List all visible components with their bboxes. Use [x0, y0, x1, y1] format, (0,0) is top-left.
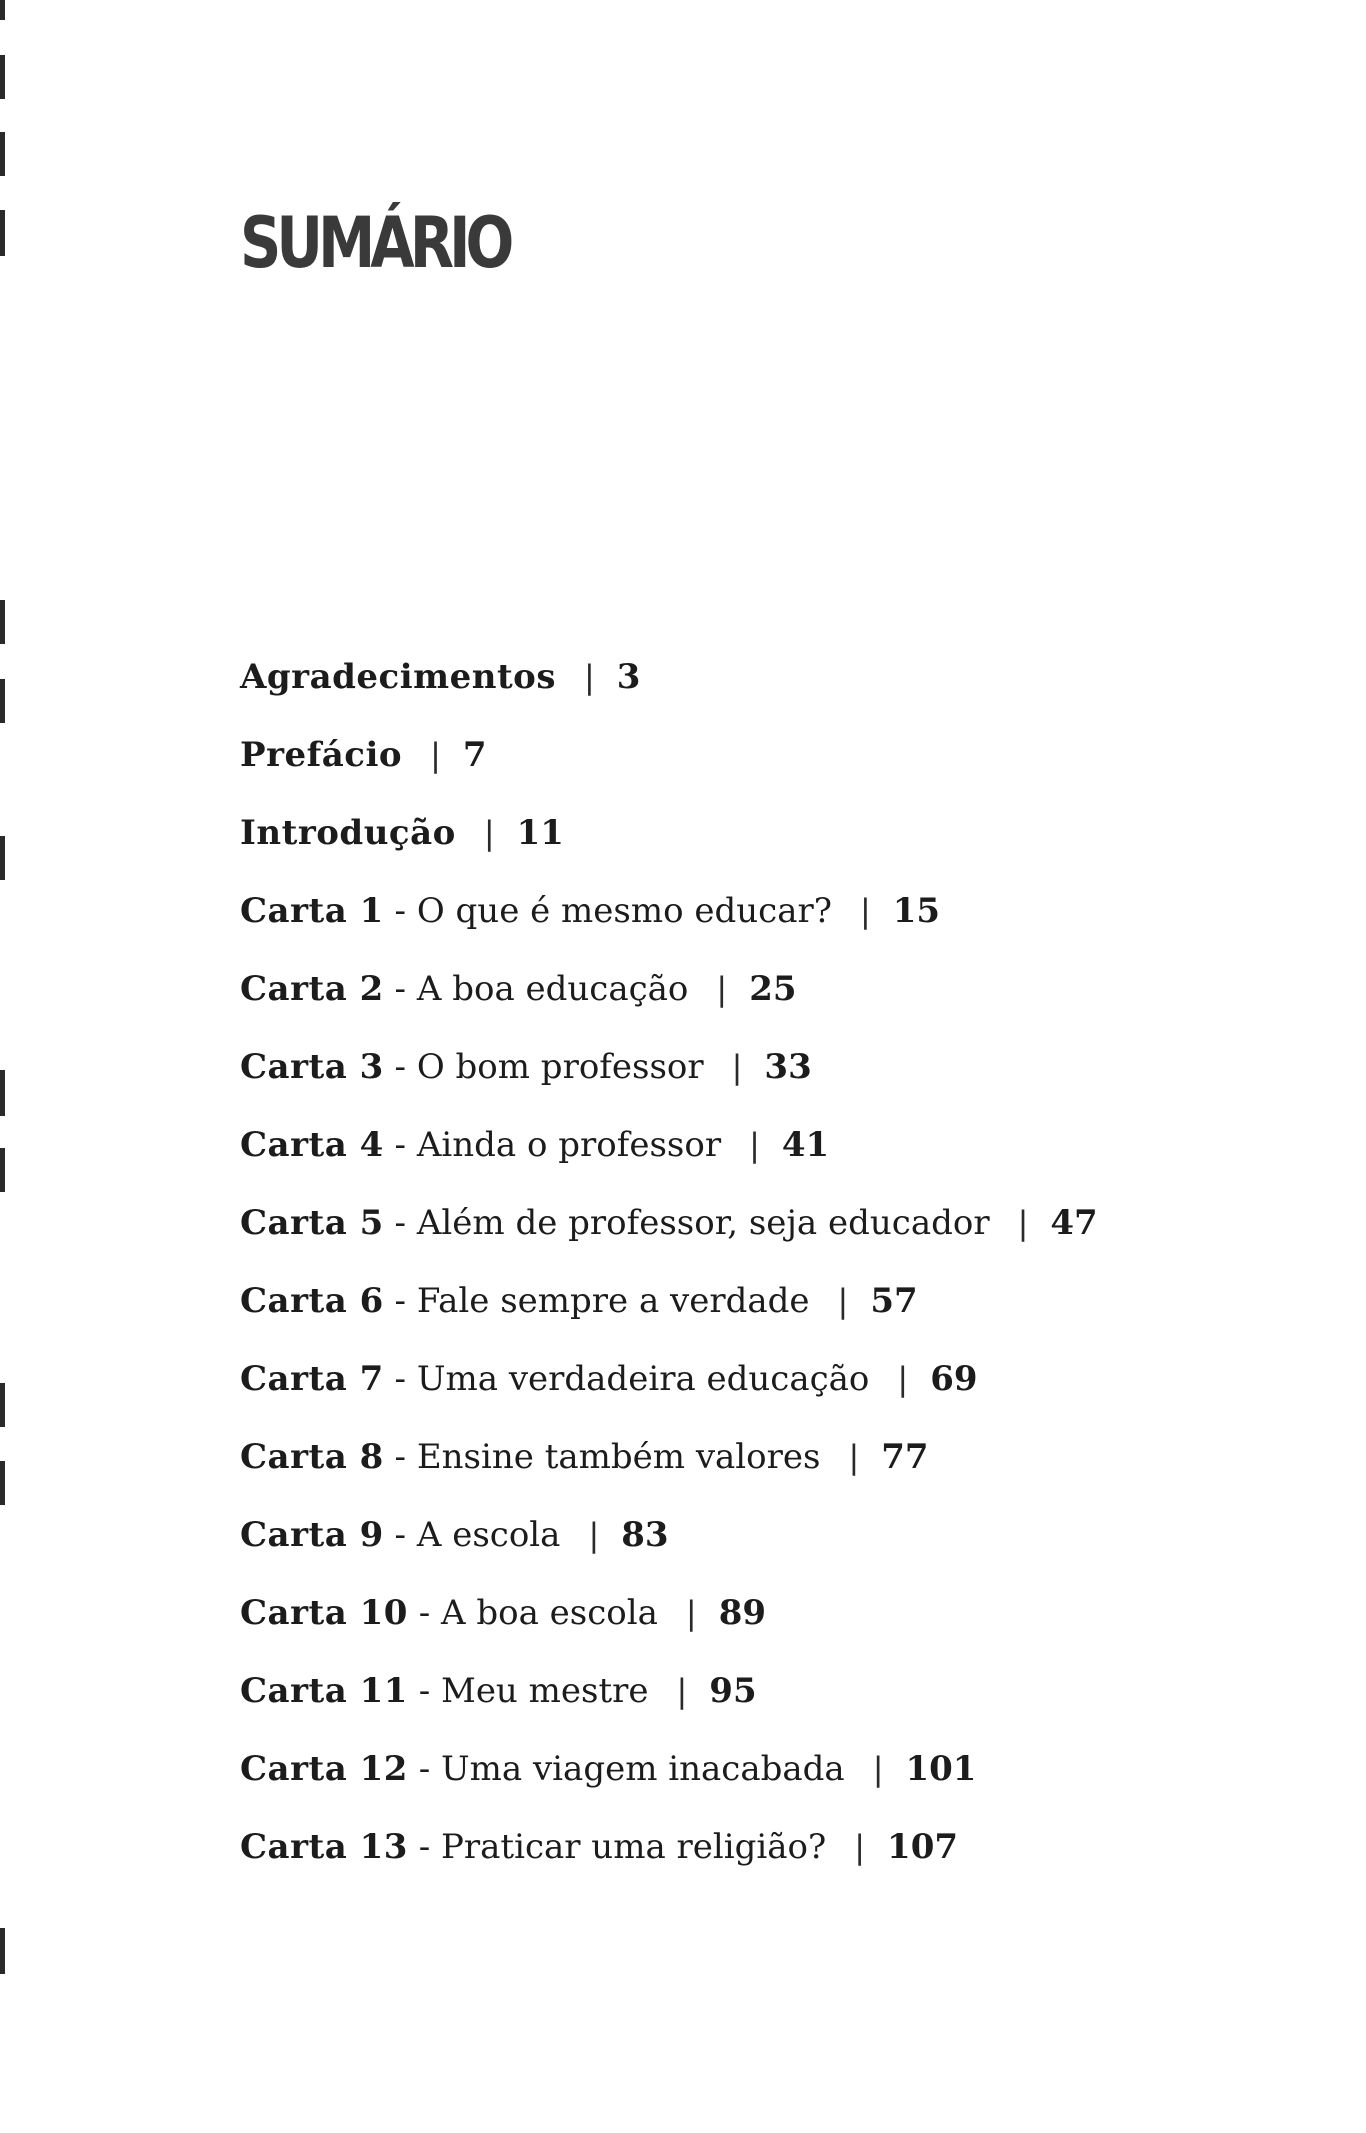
toc-entry-dash: -	[383, 1515, 417, 1555]
toc-separator: |	[716, 970, 728, 1008]
toc-page-number: 107	[887, 1827, 959, 1867]
toc-entry[interactable]	[240, 1431, 1098, 1509]
toc-entry-dash: -	[383, 1125, 417, 1165]
toc-entry-dash: -	[383, 969, 417, 1009]
toc-page-number: 69	[930, 1359, 978, 1399]
toc-entry-dash: -	[407, 1593, 441, 1633]
toc-page-number: 11	[516, 813, 564, 853]
toc-page-number: 57	[870, 1281, 918, 1321]
toc-entry-dash: -	[383, 1437, 417, 1477]
page-title: SUMÁRIO	[240, 202, 510, 284]
toc-separator: |	[854, 1828, 866, 1866]
toc-page-number: 25	[749, 969, 797, 1009]
toc-entry-label: Carta 3	[240, 1047, 384, 1087]
toc-page-number: 3	[616, 657, 641, 697]
toc-entry-label: Carta 10	[240, 1593, 408, 1633]
toc-entry-subtitle: Além de professor, seja educador	[416, 1203, 990, 1243]
toc-entry-dash: -	[407, 1749, 441, 1789]
toc-entry-label: Introdução	[240, 813, 456, 853]
toc-entry-label: Carta 1	[240, 891, 384, 931]
toc-entry[interactable]	[240, 1821, 1098, 1899]
toc-entry-dash: -	[383, 1047, 417, 1087]
toc-entry-label: Carta 9	[240, 1515, 384, 1555]
toc-entry-subtitle: Ainda o professor	[416, 1125, 722, 1165]
toc-entry-label: Carta 5	[240, 1203, 384, 1243]
toc-entry-subtitle: Uma verdadeira educação	[416, 1359, 870, 1399]
toc-entry-label: Carta 12	[240, 1749, 408, 1789]
toc-separator: |	[749, 1126, 760, 1164]
toc-entry-label: Prefácio	[240, 735, 403, 775]
toc-page-number: 95	[709, 1671, 757, 1711]
crop-mark	[0, 1383, 5, 1427]
toc-separator: |	[848, 1438, 860, 1476]
toc-entry-label: Carta 8	[240, 1437, 384, 1477]
toc-entry-subtitle: Meu mestre	[441, 1671, 649, 1711]
toc-page-number: 101	[905, 1749, 977, 1789]
crop-mark	[0, 0, 5, 20]
toc-entry-label: Carta 6	[240, 1281, 384, 1321]
toc-entry-label: Carta 11	[240, 1671, 408, 1711]
toc-entry[interactable]	[240, 1275, 1098, 1353]
toc-separator: |	[588, 1516, 600, 1554]
toc-entry-subtitle: Ensine também valores	[416, 1437, 821, 1477]
toc-entry-subtitle: A escola	[416, 1515, 561, 1555]
crop-marks	[0, 0, 6, 2133]
toc-entry-subtitle: A boa escola	[441, 1593, 658, 1633]
toc-entry-subtitle: Uma viagem inacabada	[441, 1749, 845, 1789]
crop-mark	[0, 55, 5, 99]
toc-entry-dash: -	[383, 1359, 417, 1399]
toc-entry[interactable]	[240, 963, 1098, 1041]
crop-mark	[0, 210, 5, 256]
toc-entry[interactable]	[240, 1665, 1098, 1743]
crop-mark	[0, 836, 5, 880]
toc-entry[interactable]	[240, 1353, 1098, 1431]
table-of-contents	[240, 651, 1098, 1899]
toc-entry-subtitle: Praticar uma religião?	[441, 1827, 827, 1867]
toc-entry[interactable]	[240, 1743, 1098, 1821]
toc-entry-subtitle: A boa educação	[416, 969, 689, 1009]
toc-entry-subtitle: O que é mesmo educar?	[416, 891, 832, 931]
crop-mark	[0, 1461, 5, 1505]
toc-page-number: 89	[718, 1593, 767, 1633]
crop-mark	[0, 1928, 5, 1974]
toc-entry-dash: -	[407, 1671, 441, 1711]
crop-mark	[0, 679, 5, 723]
toc-entry-dash: -	[383, 1281, 417, 1321]
toc-page-number: 77	[881, 1437, 929, 1477]
toc-entry-label: Agradecimentos	[240, 657, 556, 697]
crop-mark	[0, 1070, 5, 1116]
toc-separator: |	[859, 892, 871, 930]
toc-entry[interactable]	[240, 885, 1098, 963]
toc-entry-label: Carta 2	[240, 969, 384, 1009]
toc-page-number: 83	[621, 1515, 669, 1555]
toc-page-number: 7	[462, 735, 487, 775]
toc-separator: |	[430, 736, 441, 774]
toc-separator: |	[483, 814, 495, 852]
crop-mark	[0, 1148, 5, 1192]
toc-separator: |	[731, 1048, 743, 1086]
toc-entry[interactable]	[240, 1119, 1098, 1197]
toc-page-number: 15	[892, 891, 941, 931]
crop-mark	[0, 600, 5, 644]
toc-separator: |	[1017, 1204, 1029, 1242]
toc-entry[interactable]	[240, 651, 1098, 729]
toc-separator: |	[897, 1360, 909, 1398]
toc-separator: |	[583, 658, 595, 696]
toc-entry-subtitle: Fale sempre a verdade	[416, 1281, 810, 1321]
toc-entry-dash: -	[383, 1203, 417, 1243]
toc-entry-label: Carta 7	[240, 1359, 384, 1399]
toc-entry-label: Carta 13	[240, 1827, 408, 1867]
toc-separator: |	[872, 1750, 884, 1788]
toc-entry-dash: -	[407, 1827, 441, 1867]
toc-separator: |	[837, 1282, 849, 1320]
toc-entry[interactable]	[240, 1587, 1098, 1665]
toc-entry[interactable]	[240, 1041, 1098, 1119]
toc-separator: |	[685, 1594, 697, 1632]
toc-entry-label: Carta 4	[240, 1125, 384, 1165]
toc-page-number: 41	[781, 1125, 830, 1165]
toc-entry[interactable]	[240, 1197, 1098, 1275]
toc-entry[interactable]	[240, 1509, 1098, 1587]
toc-entry[interactable]	[240, 729, 1098, 807]
toc-entry[interactable]	[240, 807, 1098, 885]
toc-entry-dash: -	[383, 891, 417, 931]
toc-page-number: 33	[764, 1047, 812, 1087]
toc-entry-subtitle: O bom professor	[416, 1047, 704, 1087]
toc-separator: |	[676, 1672, 688, 1710]
toc-page-number: 47	[1050, 1203, 1098, 1243]
crop-mark	[0, 132, 5, 176]
